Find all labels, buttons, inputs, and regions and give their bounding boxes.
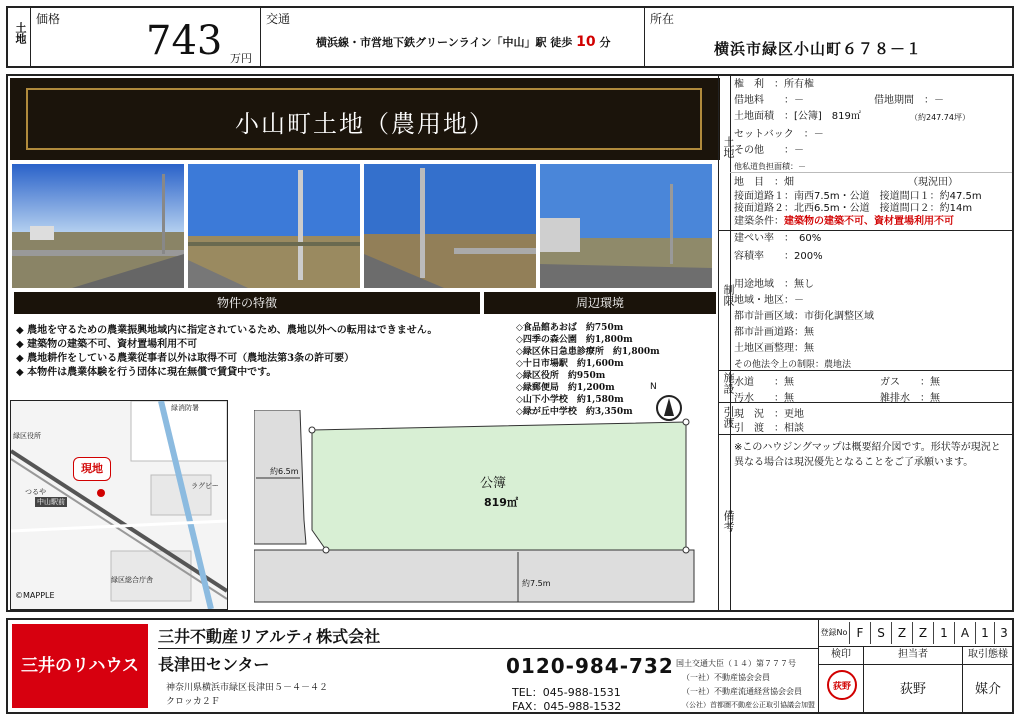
map-label: つるや <box>25 488 46 496</box>
road1: 接面道路１：南西7.5m・公道 接道間口１：約47.5m <box>734 191 982 202</box>
map-label: 中山駅前 <box>37 498 65 506</box>
remarks-section-label: 備考 <box>722 510 735 532</box>
inspect-label: 検印 <box>819 646 864 664</box>
reg-char: 1 <box>934 622 955 644</box>
divider <box>644 8 645 66</box>
surrounding-item: ◇緑区役所 約950m <box>516 371 606 381</box>
road-bottom-width: 約7.5m <box>522 579 551 588</box>
reg-label: 登録No <box>819 622 850 644</box>
land-area: 土地面積 ：[公簿] 819㎡ <box>734 111 861 122</box>
features-header: 物件の特徴 <box>14 292 480 314</box>
reg-char: F <box>850 622 871 644</box>
divider <box>718 76 719 610</box>
feature-item: ◆ 本物件は農業体験を行う団体に現在無償で賃貸中です。 <box>16 367 277 378</box>
handover-section-label: 引渡 <box>722 406 735 428</box>
building-condition <box>734 215 1012 229</box>
map-label: 緑区役所 <box>13 432 41 440</box>
reg-char: A <box>955 622 976 644</box>
reg-labels-row <box>819 646 1013 665</box>
area-map <box>10 400 228 610</box>
address-line2: クロッカ２Ｆ <box>166 697 220 707</box>
divider <box>260 8 261 66</box>
map-label: 緑消防署 <box>171 404 199 412</box>
surrounding-item: ◇緑郵便局 約1,200m <box>516 383 615 393</box>
road2: 接面道路２：北西6.5m・公道 接道間口２：約14m <box>734 203 973 214</box>
district: 地域・地区：－ <box>734 295 804 306</box>
land-section-label: 土地 <box>722 136 735 158</box>
city-road: 都市計画道路：無 <box>734 327 814 338</box>
staff-label: 担当者 <box>864 646 963 664</box>
inspection-stamp: 荻野 <box>827 670 857 700</box>
location-value: 横浜市緑区小山町６７８－１ <box>714 40 923 58</box>
lease-period: 借地期間 ：－ <box>874 95 944 106</box>
location-label: 所在 <box>650 12 675 26</box>
drainage: 雑排水 ：無 <box>880 393 940 404</box>
current-status-note: （現況田） <box>908 177 958 188</box>
association: （一社）不動産協会会員 <box>682 673 770 682</box>
free-dial[interactable]: 0120-984-732 <box>506 654 674 678</box>
deal-label: 取引態様 <box>968 649 1008 660</box>
map-copyright: ©MAPPLE <box>15 591 55 600</box>
surrounding-item: ◇食品館あおば 約750m <box>516 323 624 333</box>
transport-label: 交通 <box>266 12 291 26</box>
water: 水道 ：無 <box>734 377 794 388</box>
surrounding-item: ◇十日市場駅 約1,600m <box>516 359 624 369</box>
company-name: 三井不動産リアルティ株式会社 <box>158 627 381 646</box>
property-photo-1 <box>12 164 184 288</box>
sewage: 汚水 ：無 <box>734 393 794 404</box>
coverage: 建ぺい率 ： 60% <box>734 233 822 244</box>
address-line1: 神奈川県横浜市緑区長津田５－４－４２ <box>166 683 329 693</box>
walk-unit: 分 <box>599 36 611 49</box>
lease-fee: 借地料 ：－ <box>734 95 804 106</box>
type-label: 土地 <box>14 22 27 44</box>
other-law: その他法令上の制限：農地法 <box>734 360 852 370</box>
surrounding-item: ◇緑区休日急患診療所 約1,800m <box>516 347 660 357</box>
association: （公社）首都圏不動産公正取引協議会加盟 <box>682 701 815 709</box>
divider <box>158 648 818 649</box>
plot-area: 819㎡ <box>484 496 518 509</box>
current-state: 現 況 ：更地 <box>734 409 804 420</box>
compass-north: N <box>650 382 657 392</box>
staff-name: 荻野 <box>899 682 926 697</box>
property-photo-4 <box>540 164 712 288</box>
gas: ガス ：無 <box>880 377 940 388</box>
brand-logo: 三井のリハウス <box>12 624 148 708</box>
type-cell <box>8 8 31 66</box>
facility-section-label: 施設 <box>722 372 735 394</box>
land-category: 地 目 ：畑 <box>734 177 794 188</box>
site-plan <box>254 410 716 610</box>
floor-area-ratio: 容積率 ：200% <box>734 251 823 262</box>
fax: FAX：045-988-1532 <box>512 700 622 713</box>
remarks-note: ※このハウジングマップは概要紹介図です。形状等が現況と異なる場合は現況優先となることをご了承願います。 <box>734 442 1001 468</box>
road-left-width: 約6.5m <box>270 467 299 476</box>
reg-char: Z <box>913 622 934 644</box>
price-unit: 万円 <box>230 52 252 65</box>
price-label: 価格 <box>36 12 61 26</box>
registration-box <box>818 620 1013 712</box>
price-value: 743 <box>146 18 223 64</box>
walk-minutes: 10 <box>576 34 596 50</box>
delivery: 引 渡 ：相談 <box>734 423 804 434</box>
building-value: 建築物の建築不可、資材置場利用不可 <box>784 216 954 227</box>
reg-row <box>819 620 1013 647</box>
rights: 権 利 ：所有権 <box>734 79 814 90</box>
land-readjustment: 土地区画整理：無 <box>734 343 814 354</box>
reg-char: 3 <box>1000 626 1008 640</box>
transport-info <box>316 34 610 50</box>
association: （一社）不動産流通経営協会会員 <box>682 687 802 696</box>
city-planning: 都市計画区域：市街化調整区域 <box>734 311 874 322</box>
footer <box>6 618 1014 714</box>
regulation-section-label: 制限 <box>722 284 735 306</box>
feature-item: ◆ 建築物の建築不可、資材置場利用不可 <box>16 339 198 350</box>
license: 国土交通大臣（１４）第７７７号 <box>676 659 796 668</box>
others: その他 ：－ <box>734 145 804 156</box>
branch-name: 長津田センター <box>158 655 270 674</box>
map-label: ラグビー <box>191 482 219 490</box>
site-marker: 現地 <box>73 457 111 481</box>
feature-item: ◆ 農地耕作をしている農業従事者以外は取得不可（農地法第3条の許可要） <box>16 353 355 364</box>
surrounding-item: ◇緑が丘中学校 約3,350m <box>516 407 633 417</box>
zoning: 用途地域 ：無し <box>734 279 814 290</box>
features-list <box>16 324 516 380</box>
plot-label: 公簿 <box>480 476 507 491</box>
banner-title: 小山町土地（農用地） <box>235 110 495 138</box>
reg-char: S <box>871 622 892 644</box>
deal-type: 媒介 <box>974 682 1001 697</box>
plan-graphic <box>254 410 716 610</box>
tel[interactable]: TEL：045-988-1531 <box>512 686 621 699</box>
surroundings-list <box>516 322 716 418</box>
surroundings-header: 周辺環境 <box>484 292 716 314</box>
header-bar <box>6 6 1014 68</box>
reg-char: 1 <box>976 622 995 644</box>
building-label: 建築条件： <box>734 216 784 227</box>
transport-text: 横浜線・市営地下鉄グリーンライン「中山」駅 徒歩 <box>316 36 573 49</box>
surrounding-item: ◇四季の森公園 約1,800m <box>516 335 633 345</box>
reg-char: Z <box>892 622 913 644</box>
main-frame <box>6 74 1014 612</box>
title-banner <box>10 78 720 160</box>
map-label: 緑区総合庁舎 <box>111 576 153 584</box>
setback: セットバック ：－ <box>734 129 824 140</box>
property-photo-2 <box>188 164 360 288</box>
land-area-tsubo: （約247.74坪） <box>910 113 970 122</box>
feature-item: ◆ 農地を守るための農業振興地域内に指定されているため、農地以外への転用はできません。 <box>16 325 438 336</box>
private-road: 他私道負担面積：－ <box>734 162 806 171</box>
property-photo-3 <box>364 164 536 288</box>
details-table <box>734 78 1012 608</box>
surrounding-item: ◇山下小学校 約1,580m <box>516 395 624 405</box>
compass-icon <box>650 382 684 424</box>
